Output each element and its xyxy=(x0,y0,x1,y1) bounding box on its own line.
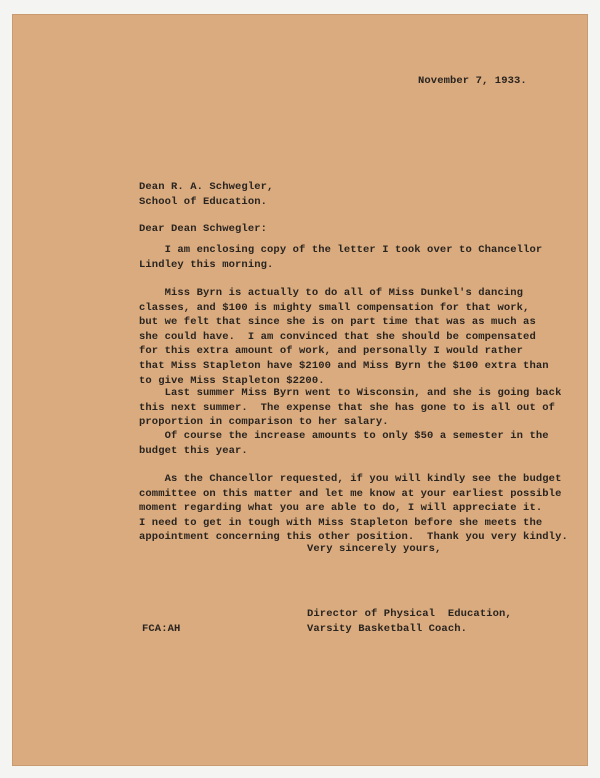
letter-date: November 7, 1933. xyxy=(418,75,527,87)
paragraph-line: to give Miss Stapleton $2200. xyxy=(139,374,325,387)
paragraph-line: but we felt that since she is on part time that was as much as xyxy=(139,316,536,329)
paragraph-line: Of course the increase amounts to only $50 a semester in the xyxy=(139,430,549,442)
paragraph-line: I need to get in tough with Miss Stapleton before she meets the xyxy=(139,516,543,529)
body-paragraph xyxy=(139,243,542,272)
paragraph-line: moment regarding what you are able to do, I will appreciate it. xyxy=(139,502,543,515)
address-line: School of Education. xyxy=(139,195,268,208)
letter-page xyxy=(12,14,588,766)
address-line: Dean R. A. Schwegler, xyxy=(139,181,274,193)
paragraph-line: classes, and $100 is mighty small compensation for that work, xyxy=(139,301,530,314)
signature-line: Varsity Basketball Coach. xyxy=(307,622,468,635)
paragraph-line: for this extra amount of work, and personally I would rather xyxy=(139,345,524,358)
signature-line: Director of Physical Education, xyxy=(307,608,512,620)
paragraph-line: budget this year. xyxy=(139,444,248,457)
signature-block xyxy=(307,607,512,636)
paragraph-line: As the Chancellor requested, if you will kindly see the budget xyxy=(139,473,562,485)
paragraph-line: committee on this matter and let me know at your earliest possible xyxy=(139,487,562,500)
salutation: Dear Dean Schwegler: xyxy=(139,223,268,235)
body-paragraph xyxy=(139,286,549,388)
complimentary-closing: Very sincerely yours, xyxy=(307,543,442,555)
recipient-address xyxy=(139,180,273,209)
body-paragraph xyxy=(139,429,549,458)
paragraph-line: Lindley this morning. xyxy=(139,258,274,271)
paragraph-line: that Miss Stapleton have $2100 and Miss Byrn the $100 extra than xyxy=(139,359,549,372)
body-paragraph xyxy=(139,472,568,545)
reference-initials: FCA:AH xyxy=(142,623,181,635)
paragraph-line: this next summer. The expense that she has gone to is all out of xyxy=(139,401,556,414)
paragraph-line: proportion in comparison to her salary. xyxy=(139,416,389,429)
paragraph-line: appointment concerning this other position. Thank you very kindly. xyxy=(139,531,568,544)
paragraph-line: I am enclosing copy of the letter I took over to Chancellor xyxy=(139,244,543,256)
paragraph-line: she could have. I am convinced that she should be compensated xyxy=(139,330,536,343)
paragraph-line: Miss Byrn is actually to do all of Miss Dunkel's dancing xyxy=(139,287,524,299)
body-paragraph xyxy=(139,386,561,430)
paragraph-line: Last summer Miss Byrn went to Wisconsin, and she is going back xyxy=(139,387,562,399)
